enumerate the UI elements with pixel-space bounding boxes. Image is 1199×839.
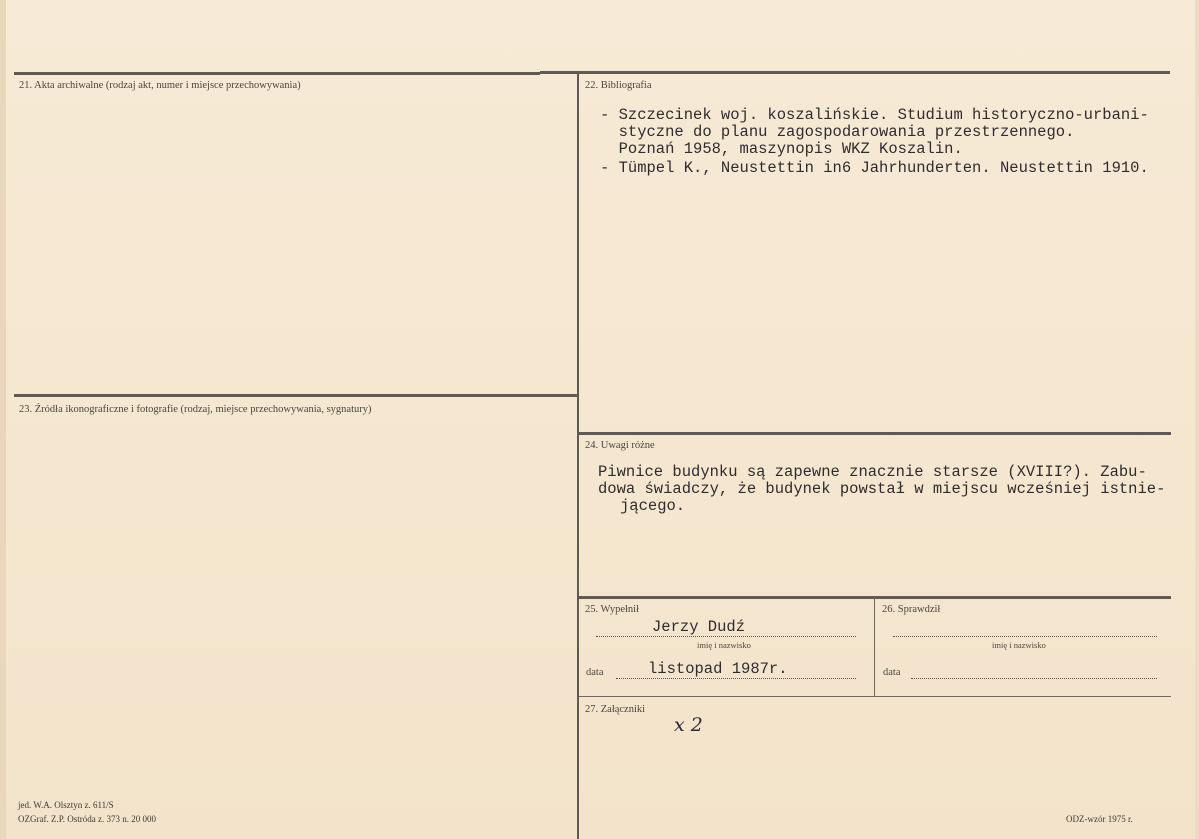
- rule-25-27: [579, 696, 1171, 697]
- rule-22-24: [579, 432, 1171, 435]
- section-21-label: 21. Akta archiwalne (rodzaj akt, numer i miejsce przechowywania): [19, 80, 301, 91]
- checked-by-date-label: data: [883, 667, 901, 678]
- filled-by-name: Jerzy Dudź: [652, 618, 746, 636]
- section-24-label: 24. Uwagi różne: [585, 440, 655, 451]
- section-27-label: 27. Załączniki: [585, 704, 646, 715]
- filled-by-date-label: data: [586, 667, 604, 678]
- section-22-label: 22. Bibliografia: [585, 80, 652, 91]
- remarks-line-3: jącego.: [620, 497, 686, 515]
- attachments-handwritten: x 2: [674, 714, 703, 736]
- remarks-line-2: dowa świadczy, że budynek powstał w miejscu wcześniej istnie-: [598, 480, 1166, 498]
- card-edge-right: [1195, 0, 1199, 839]
- top-rule-right: [540, 71, 1170, 74]
- section-23-label: 23. Źródła ikonograficzne i fotografie (rodzaj, miejsce przechowywania, sygnatury): [19, 404, 372, 415]
- rule-24-25: [579, 596, 1171, 599]
- card-edge-left: [0, 0, 6, 839]
- checked-by-name-line: [893, 636, 1157, 637]
- filled-by-name-caption: imię i nazwisko: [697, 640, 751, 650]
- remarks-line-1: Piwnice budynku są zapewne znacznie starsze (XVIII?). Zabu-: [598, 463, 1147, 481]
- filled-by-name-line: [596, 636, 856, 637]
- top-rule-left: [14, 72, 540, 75]
- printer-info-line-2: OZGraf. Z.P. Ostróda z. 373 n. 20 000: [18, 814, 156, 824]
- checked-by-name-caption: imię i nazwisko: [992, 640, 1046, 650]
- bibliography-line-4: - Tümpel K., Neustettin in6 Jahrhunderten. Neustettin 1910.: [600, 159, 1149, 177]
- bibliography-line-2: styczne do planu zagospodarowania przestrzennego.: [600, 123, 1075, 141]
- checked-by-date-line: [911, 678, 1157, 679]
- printer-info-line-1: jed. W.A. Olsztyn z. 611/S: [18, 800, 114, 810]
- filled-by-date: listopad 1987r.: [648, 660, 788, 678]
- section-26-label: 26. Sprawdził: [882, 604, 941, 615]
- bibliography-line-1: - Szczecinek woj. koszalińskie. Studium historyczno-urbani-: [600, 106, 1149, 124]
- bibliography-line-3: Poznań 1958, maszynopis WKZ Koszalin.: [600, 140, 963, 158]
- filled-by-date-line: [616, 678, 856, 679]
- divider-25-26: [874, 598, 875, 696]
- rule-21-23: [14, 394, 577, 397]
- form-template-note: ODZ-wzór 1975 r.: [1066, 814, 1133, 824]
- center-divider: [577, 74, 579, 839]
- section-25-label: 25. Wypełnił: [585, 604, 640, 615]
